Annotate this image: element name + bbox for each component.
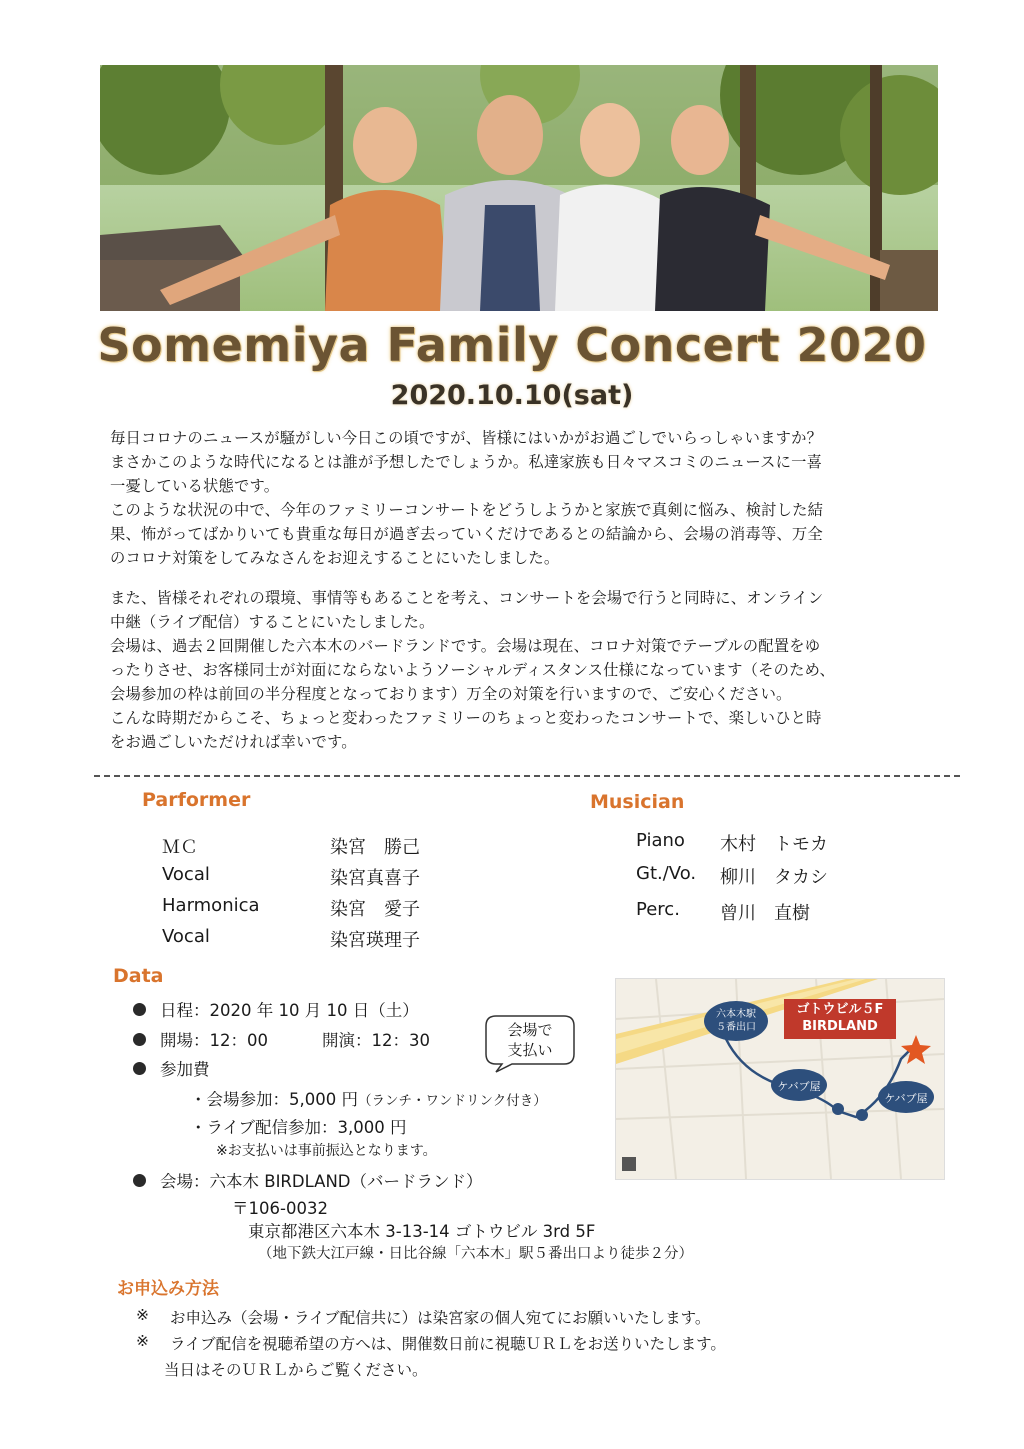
performer-name: 染宮瑛理子 [330, 930, 420, 951]
intro-line: をお過ごしいただければ幸いです。 [110, 733, 357, 751]
intro-line: また、皆様それぞれの環境、事情等もあることを考え、コンサートを会場で行うと同時に、オンライン [110, 589, 824, 607]
musician-row [636, 899, 886, 929]
intro-line: 会場は、過去２回開催した六本木のバードランドです。会場は現在、コロナ対策でテーブルの配置をゆ [110, 637, 821, 655]
intro-line: 一憂している状態です。 [110, 477, 280, 495]
intro-line: 果、怖がってばかりいても貴重な毎日が過ぎ去っていくだけであるとの結論から、会場の消毒等、万全 [110, 525, 823, 543]
intro-paragraph-1 [110, 426, 940, 570]
performer-name: 染宮 勝己 [330, 837, 420, 858]
intro-line: のコロナ対策をしてみなさんをお迎えすることにいたしました。 [110, 549, 560, 567]
family-photo [100, 65, 938, 311]
musician-heading: Musician [590, 791, 685, 813]
musician-name: 曾川 直樹 [720, 903, 810, 924]
map-shop-label: ケバブ屋 [884, 1092, 928, 1105]
performer-row [162, 833, 462, 863]
intro-line: まさかこのような時代になるとは誰が予想したでしょうか。私達家族も日々マスコミのニュースに一喜 [110, 453, 823, 471]
performer-row [162, 926, 462, 956]
musician-row [636, 863, 886, 893]
concert-date: 2020.10.10(sat) [390, 380, 634, 411]
bubble-line: 支払い [507, 1041, 553, 1059]
map-station-label: ５番出口 [716, 1022, 756, 1033]
musician-name: 木村 トモカ [720, 834, 828, 855]
bullet-icon [133, 1033, 146, 1046]
fee-venue [190, 1086, 547, 1110]
musician-name: 柳川 タカシ [720, 867, 828, 888]
venue-address: 東京都港区六本木 3-13-14 ゴトウビル 3rd 5F [248, 1222, 596, 1241]
venue-text: 会場：六本木 BIRDLAND（バードランド） [160, 1172, 483, 1191]
payment-bubble [482, 1012, 578, 1074]
apply-line: ライブ配信を視聴希望の方へは、開催数日前に視聴ＵＲＬをお送りいたします。 [170, 1335, 726, 1353]
intro-line: ったりさせ、お客様同士が対面にならないようソーシャルディスタンス仕様になっています（そのため、 [110, 661, 835, 679]
musician-role: Piano [636, 830, 685, 851]
musician-role: Perc. [636, 899, 680, 920]
bullet-icon [133, 1174, 146, 1187]
musician-role: Gt./Vo. [636, 863, 697, 884]
fee-label: 参加費 [160, 1060, 210, 1079]
fee-venue-note: （ランチ・ワンドリンク付き） [357, 1093, 547, 1109]
intro-line: 毎日コロナのニュースが騒がしい今日この頃ですが、皆様にはいかがお過ごしでいらっしゃいますか？ [110, 429, 823, 447]
performer-row [162, 895, 462, 925]
apply-mark: ※ [136, 1332, 149, 1350]
bullet-icon [133, 1062, 146, 1075]
open-time: 開場：12：00 [160, 1031, 268, 1050]
performer-role: Vocal [162, 864, 210, 885]
performer-role: Vocal [162, 926, 210, 947]
intro-line: 会場参加の枠は前回の半分程度となっております）万全の対策を行いますので、ご安心ください。 [110, 685, 792, 703]
bubble-line: 会場で [507, 1021, 553, 1039]
dashed-divider [94, 775, 960, 777]
performer-heading: Parformer [142, 789, 251, 811]
bullet-icon [133, 1003, 146, 1016]
intro-line: こんな時期だからこそ、ちょっと変わったファミリーのちょっと変わったコンサートで、楽しいひと時 [110, 709, 822, 727]
musician-row [636, 830, 886, 860]
performer-name: 染宮真喜子 [330, 868, 420, 889]
start-time: 開演：12：30 [322, 1031, 430, 1050]
apply-line: 当日はそのＵＲＬからご覧ください。 [164, 1361, 428, 1379]
map-dest-label: BIRDLAND [802, 1019, 878, 1034]
map-shop-label: ケバブ屋 [777, 1080, 821, 1093]
apply-line: お申込み（会場・ライブ配信共に）は染宮家の個人宛てにお願いいたします。 [170, 1309, 711, 1327]
venue-access: （地下鉄大江戸線・日比谷線「六本木」駅５番出口より徒歩２分） [258, 1246, 693, 1262]
fee-stream: ・ライブ配信参加：3,000 円 [190, 1118, 407, 1137]
schedule-text: 日程：2020 年 10 月 10 日（土） [160, 1001, 419, 1020]
performer-role: ＭＣ [162, 837, 198, 858]
data-heading: Data [113, 965, 164, 987]
intro-line: このような状況の中で、今年のファミリーコンサートをどうしようかと家族で真剣に悩み、検討した結 [110, 501, 824, 519]
postal-code: 〒106-0032 [232, 1199, 328, 1218]
venue-map [615, 978, 945, 1180]
apply-mark: ※ [136, 1306, 149, 1324]
map-dest-label: ゴトウビル５F [796, 1002, 884, 1017]
apply-heading: お申込み方法 [117, 1279, 219, 1299]
concert-title: Somemiya Family Concert 2020 [97, 318, 927, 372]
map-station-label: 六本木駅 [716, 1009, 756, 1020]
fee-note: ※お支払いは事前振込となります。 [216, 1143, 437, 1159]
performer-name: 染宮 愛子 [330, 899, 420, 920]
fee-venue-price: ・会場参加：5,000 円 [190, 1090, 358, 1109]
intro-paragraph-2 [110, 586, 940, 754]
performer-role: Harmonica [162, 895, 260, 916]
intro-line: 中継（ライブ配信）することにいたしました。 [110, 613, 435, 631]
performer-row [162, 864, 462, 894]
